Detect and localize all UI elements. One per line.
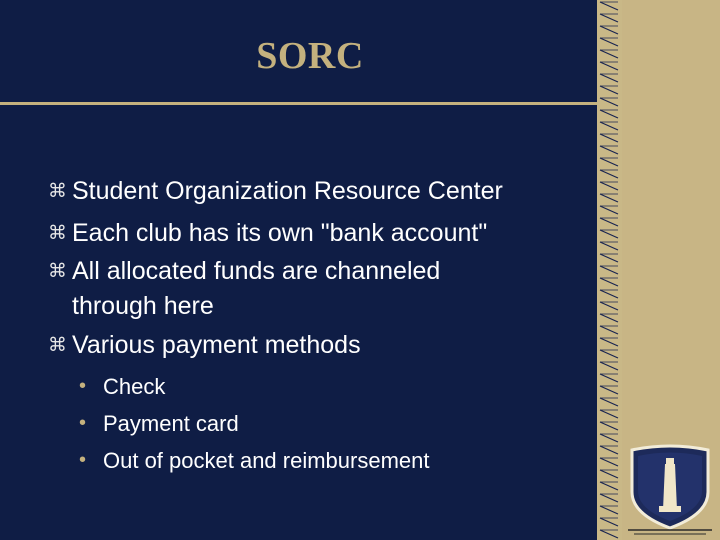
bullet-item — [48, 324, 588, 366]
sub-bullet-item — [48, 442, 588, 479]
sub-bullet-list — [48, 368, 588, 479]
slide-title: SORC — [256, 35, 364, 77]
dot-bullet-icon: • — [79, 412, 87, 434]
bullet-text: Various payment methods — [72, 331, 361, 359]
dot-bullet-icon: • — [79, 375, 87, 397]
bullet-text-continuation: through here — [72, 292, 214, 320]
sub-bullet-text: Payment card — [103, 411, 239, 436]
bullet-text: All allocated funds are channeled — [72, 257, 441, 285]
command-key-icon: ⌘ — [48, 260, 67, 282]
dot-bullet-icon: • — [79, 449, 87, 471]
sub-bullet-item — [48, 405, 588, 442]
command-key-icon: ⌘ — [48, 222, 67, 244]
command-key-icon: ⌘ — [48, 180, 67, 202]
command-key-icon: ⌘ — [48, 334, 67, 356]
decorative-stripe-pattern — [597, 0, 622, 540]
bullet-text: Student Organization Resource Center — [72, 177, 503, 205]
bullet-item — [48, 170, 588, 212]
bullet-item — [48, 212, 588, 254]
title-divider — [0, 102, 597, 105]
university-shield-logo — [628, 444, 712, 536]
sub-bullet-text: Check — [103, 374, 166, 399]
bullet-text: Each club has its own "bank account" — [72, 219, 488, 247]
bullet-list — [48, 170, 588, 479]
sub-bullet-item — [48, 368, 588, 405]
bullet-item — [48, 254, 588, 324]
sub-bullet-text: Out of pocket and reimbursement — [103, 448, 430, 473]
